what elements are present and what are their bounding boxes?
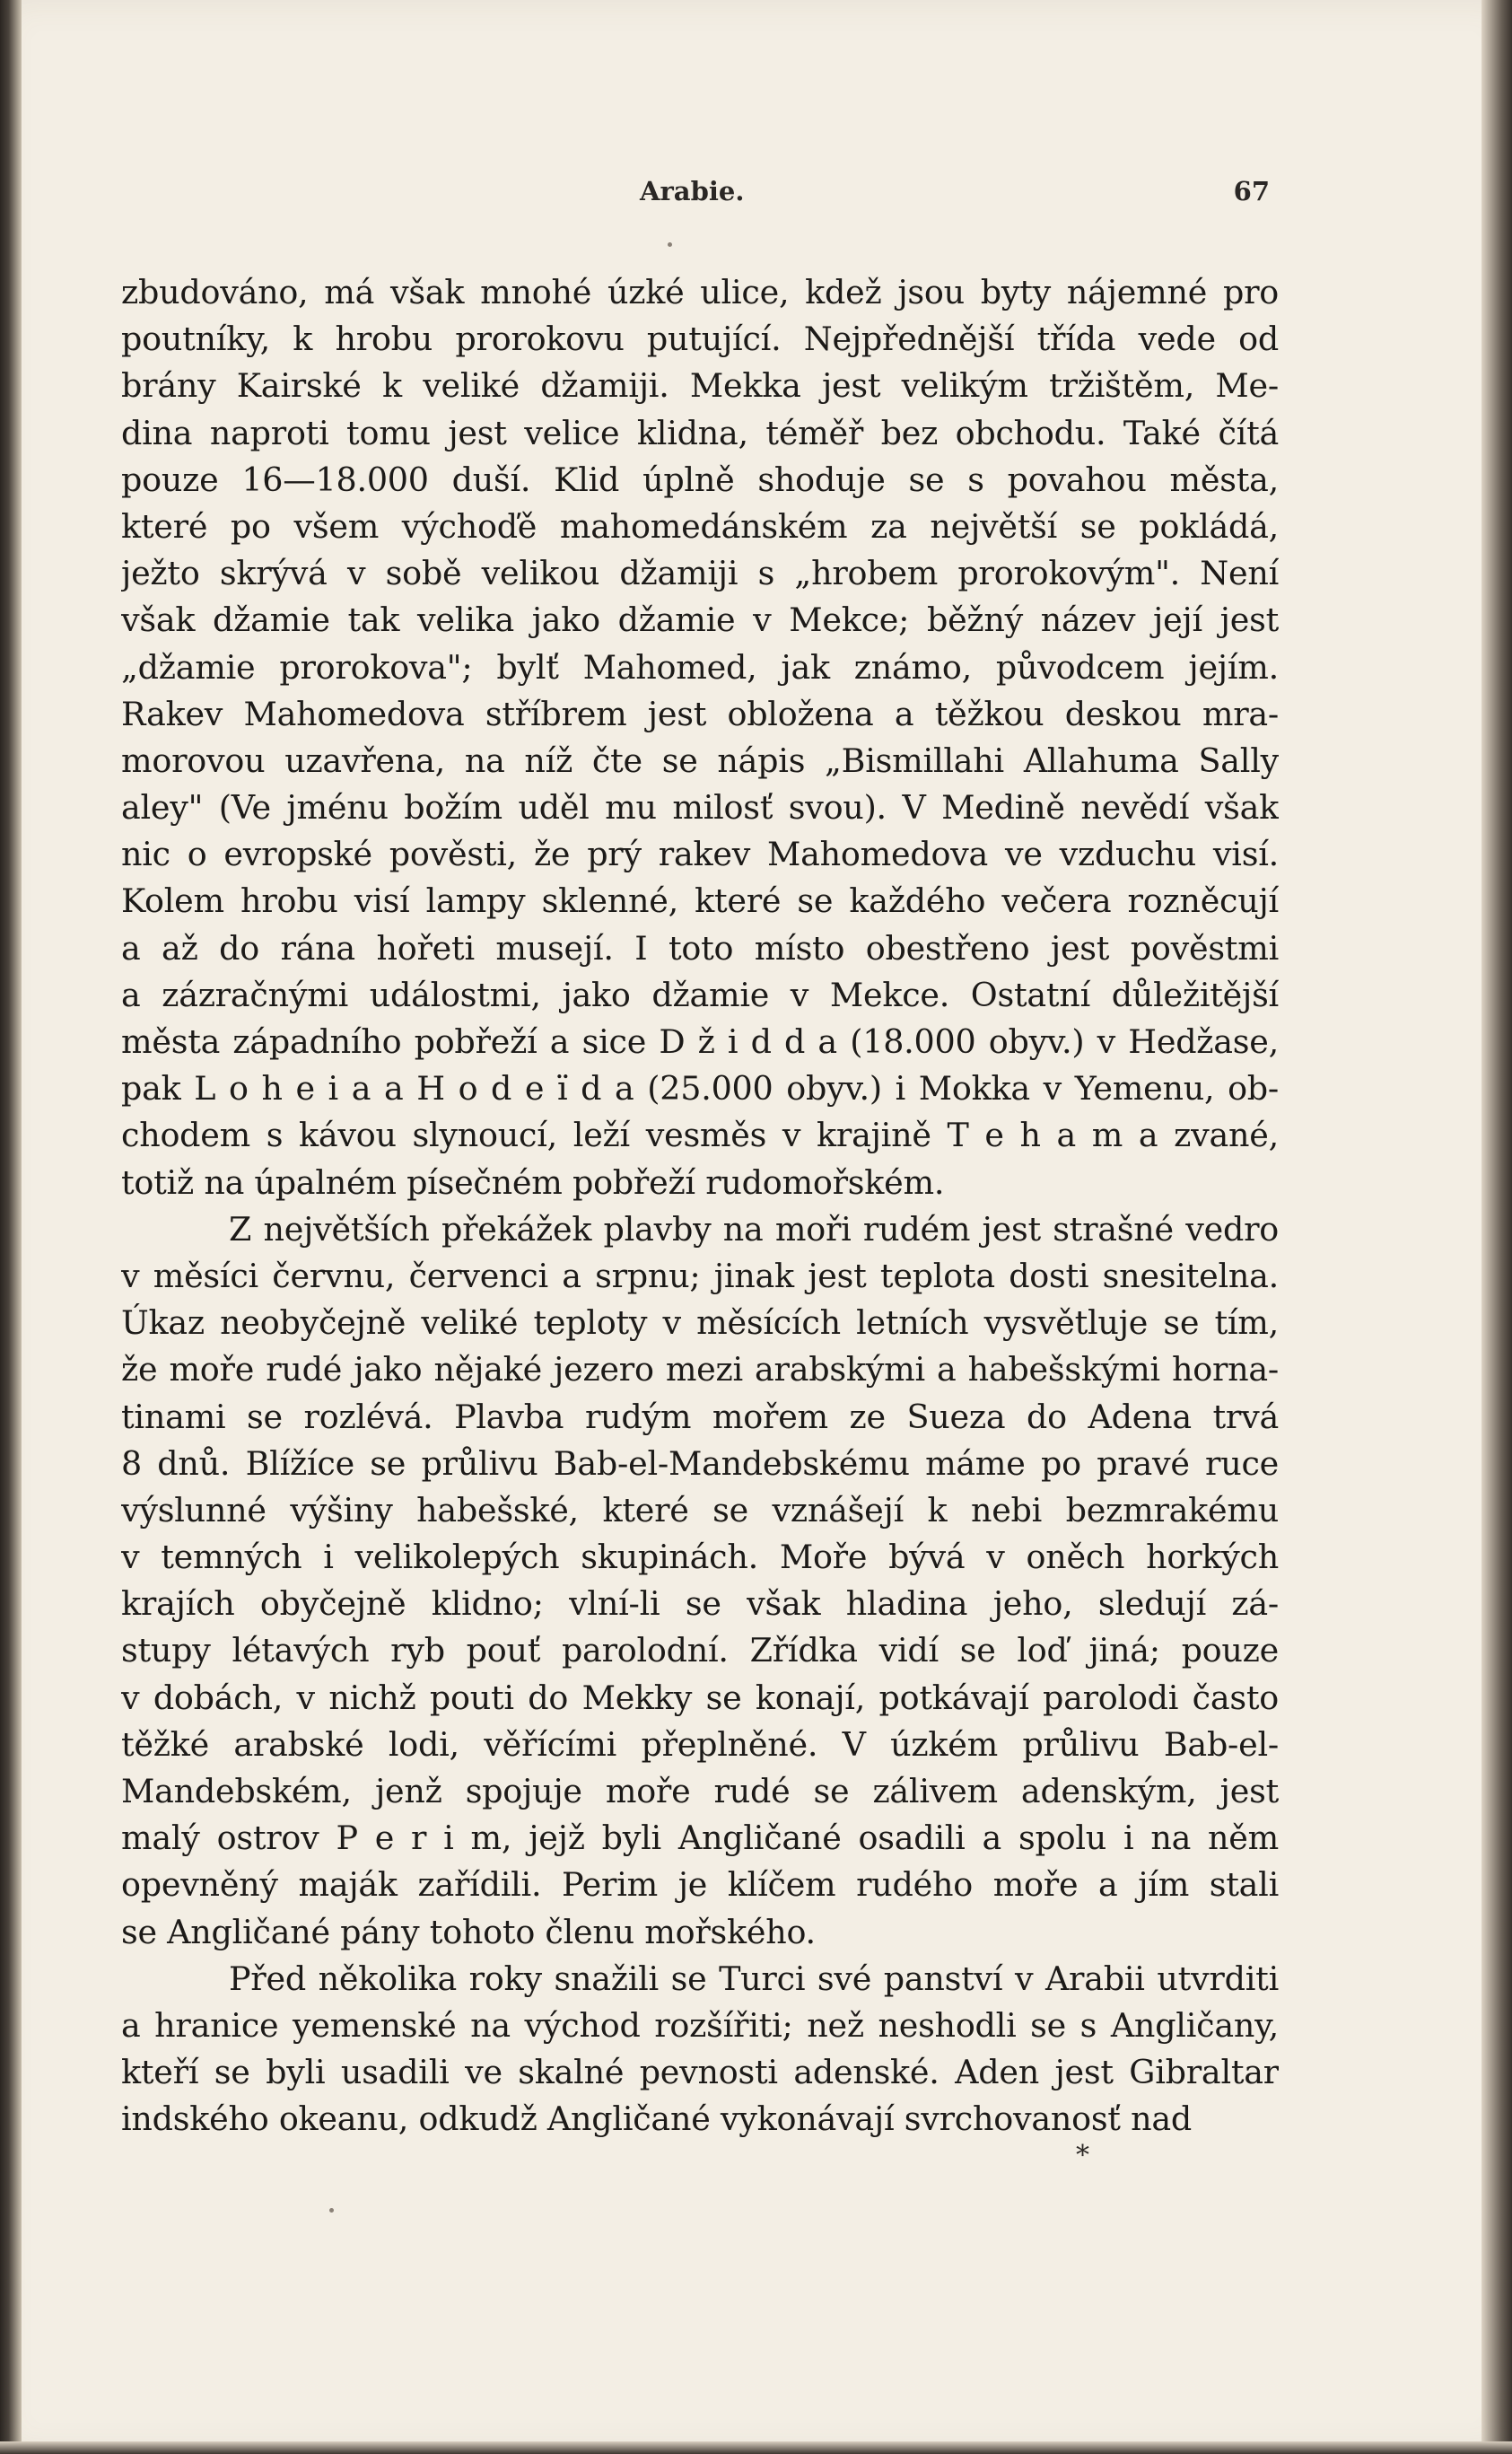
paragraph	[121, 1206, 1279, 1956]
text-line: Z největších překážek plavby na moři rudém jest strašné vedro	[229, 1209, 1279, 1249]
text-line: Před několika roky snažili se Turci své panství v Arabii utvrditi	[229, 1959, 1279, 1998]
text-line: malý ostrov P e r i m, jejž byli Angličané osadili a spolu i na něm	[121, 1819, 1279, 1858]
text-line: se Angličané pány tohoto členu mořského.	[121, 1912, 816, 1951]
text-line: Kolem hrobu visí lampy sklenné, které se každého večera rozněcují	[121, 881, 1279, 921]
page-left-edge	[0, 0, 22, 2454]
text-line: v dobách, v nichž pouti do Mekky se konají, potkávají parolodi často	[121, 1678, 1279, 1717]
text-line: zbudováno, má však mnohé úzké ulice, kdež jsou byty nájemné pro	[121, 273, 1279, 311]
text-line: „džamie prorokova"; bylť Mahomed, jak známo, původcem jejím.	[121, 647, 1279, 687]
text-line: které po všem výchoďě mahomedánském za největší se pokládá,	[121, 506, 1279, 546]
text-line: nic o evropské pověsti, že prý rakev Mahomedova ve vzduchu visí.	[121, 835, 1279, 874]
paragraph	[121, 1956, 1279, 2143]
page-bottom-edge	[0, 2441, 1512, 2454]
text-line: města západního pobřeží a sice D ž i d d a (18.000 obyv.) v Hedžase,	[121, 1022, 1279, 1061]
text-line: chodem s kávou slynoucí, leží vesměs v krajině T e h a m a zvané,	[121, 1116, 1279, 1155]
text-line: ježto skrývá v sobě velikou džamiji s „hrobem prorokovým". Není	[121, 554, 1279, 593]
text-line: v temných i velikolepých skupinách. Moře bývá v oněch horkých	[121, 1538, 1279, 1577]
body-text	[121, 269, 1279, 2143]
text-line: Úkaz neobyčejně veliké teploty v měsících letních vysvětluje se tím,	[121, 1303, 1279, 1343]
text-line: Rakev Mahomedova stříbrem jest obložena a těžkou deskou mra-	[121, 694, 1279, 733]
text-line: a hranice yemenské na východ rozšířiti; než neshodli se s Angličany,	[121, 2005, 1279, 2045]
running-title: Arabie.	[640, 176, 745, 206]
text-line: Mandebském, jenž spojuje moře rudé se zálivem adenským, jest	[121, 1772, 1279, 1810]
page-number: 67	[1233, 176, 1270, 206]
text-line: totiž na úpalném písečném pobřeží rudomořském.	[121, 1162, 945, 1202]
text-line: v měsíci červnu, červenci a srpnu; jinak jest teplota dosti snesitelna.	[121, 1256, 1279, 1295]
signature-mark: *	[1076, 2140, 1089, 2171]
text-line: a zázračnými událostmi, jako džamie v Mekce. Ostatní důležitější	[121, 975, 1279, 1014]
text-line: že moře rudé jako nějaké jezero mezi arabskými a habešskými horna-	[121, 1350, 1279, 1389]
page-header	[121, 176, 1270, 212]
text-line: výslunné výšiny habešské, které se vznášejí k nebi bezmrakému	[121, 1490, 1279, 1529]
text-line: však džamie tak velika jako džamie v Mekce; běžný název její jest	[121, 600, 1279, 640]
text-line: opevněný maják zařídili. Perim je klíčem rudého moře a jím stali	[121, 1865, 1279, 1905]
text-line: poutníky, k hrobu prorokovu putující. Nejpřednější třída vede od	[121, 320, 1279, 359]
text-line: stupy létavých ryb pouť parolodní. Zřídka vidí se loď jiná; pouze	[121, 1631, 1279, 1670]
text-line: 8 dnů. Blížíce se průlivu Bab-el-Mandebskému máme po pravé ruce	[121, 1443, 1279, 1483]
page-right-edge	[1481, 0, 1512, 2454]
text-line: těžké arabské lodi, věřícími přeplněné. V úzkém průlivu Bab-el-	[121, 1724, 1279, 1764]
paragraph	[121, 269, 1279, 1206]
text-line: pouze 16—18.000 duší. Klid úplně shoduje se s povahou města,	[121, 460, 1279, 499]
text-line: kteří se byli usadili ve skalné pevnosti adenské. Aden jest Gibraltar	[121, 2053, 1279, 2092]
speck-mark	[668, 242, 672, 247]
text-line: krajích obyčejně klidno; vlní-li se však hladina jeho, sledují zá-	[121, 1584, 1279, 1624]
text-line: aley" (Ve jménu božím uděl mu milosť svou). V Medině nevědí však	[121, 788, 1279, 828]
text-line: morovou uzavřena, na níž čte se nápis „Bismillahi Allahuma Sally	[121, 741, 1279, 780]
text-line: pak L o h e i a a H o d e ï d a (25.000 obyv.) i Mokka v Yemenu, ob-	[121, 1069, 1279, 1109]
text-line: indského okeanu, odkudž Angličané vykonávají svrchovanosť nad	[121, 2099, 1192, 2139]
speck-mark	[329, 2208, 334, 2213]
text-line: tinami se rozlévá. Plavba rudým mořem ze Sueza do Adena trvá	[121, 1397, 1279, 1436]
text-line: dina naproti tomu jest velice klidna, téměř bez obchodu. Také čítá	[121, 413, 1279, 452]
text-line: brány Kairské k veliké džamiji. Mekka jest velikým tržištěm, Me-	[121, 366, 1279, 406]
text-line: a až do rána hořeti musejí. I toto místo obestřeno jest pověstmi	[121, 928, 1279, 968]
